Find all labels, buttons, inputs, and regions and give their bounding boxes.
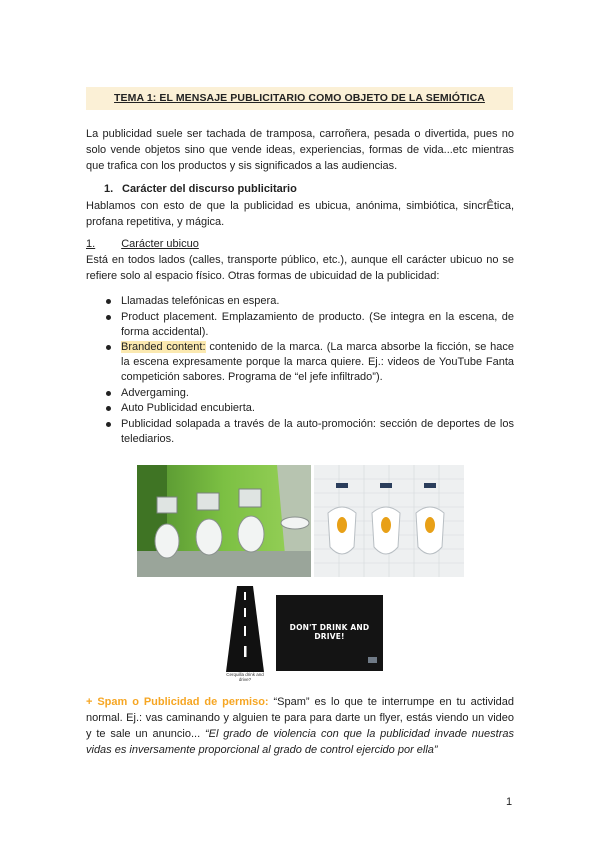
spam-quote: “El grado de violencia con que la publicidad invade nuestras vidas es inversamente proporcional al grado de control ejercido por ella” xyxy=(86,728,514,756)
document-title: TEMA 1: EL MENSAJE PUBLICITARIO COMO OBJETO DE LA SEMIÓTICA xyxy=(114,92,485,104)
road-caption: Cerquilla drink and drive? xyxy=(226,672,264,682)
bullet-list xyxy=(86,294,514,447)
spam-paragraph: + Spam o Publicidad de permiso: “Spam” es lo que te interrumpe en tu actividad normal. Ej.: vas caminando y alguien te para para darte un flyer, estás viendo un video y te sale un anuncio... “El grado de violencia con que la publicidad invade nuestras vidas es inversamente proporcional al grado de control ejercido por ella” xyxy=(86,696,514,756)
subsection-title xyxy=(86,238,201,250)
urinals-white-photo xyxy=(314,465,464,577)
section-number: 1. xyxy=(104,183,114,195)
dont-drink-poster xyxy=(276,595,383,671)
list-item: Publicidad solapada a través de la auto-promoción: sección de deportes de los telediarios. xyxy=(86,417,514,447)
list-item: Product placement. Emplazamiento de producto. (Se integra en la escena, de forma accidental). xyxy=(86,310,514,340)
spam-label: + Spam o Publicidad de permiso: xyxy=(86,696,269,708)
page-number: 1 xyxy=(506,796,513,808)
logo-mark xyxy=(368,657,377,663)
subsection-heading: Carácter ubicuo xyxy=(121,238,199,250)
highlighted-term: Branded content: xyxy=(121,341,206,353)
subsection-number: 1. xyxy=(86,238,96,250)
section-paragraph: Hablamos con esto de que la publicidad es ubicua, anónima, simbiótica, sincrÊtica, profana repetitiva, y mágica. xyxy=(86,200,514,228)
urinals-green-photo xyxy=(137,465,311,577)
poster-text: DON'T DRINK AND DRIVE! xyxy=(289,623,370,641)
list-item: Auto Publicidad encubierta. xyxy=(86,401,514,416)
subsection-paragraph: Está en todos lados (calles, transporte público, etc.), aunque ell carácter ubicuo no se refiere solo al espacio físico. Otras formas de ubicuidad de la publicidad: xyxy=(86,254,514,282)
list-item: Advergaming. xyxy=(86,386,514,401)
road-illustration xyxy=(220,586,270,682)
intro-paragraph: La publicidad suele ser tachada de tramposa, carroñera, pesada o divertida, pues no solo vende objetos sino que vende ideas, experiencias, formas de vida...etc mientras que trafica con los productos y sis significados a las audiencias. xyxy=(86,128,514,172)
list-item: Branded content: contenido de la marca. (La marca absorbe la ficción, se hace la escena expresamente porque la marca quiere. Ej.: videos de YouTube Fanta competición sabores. Programa de “el jefe infiltrado”). xyxy=(86,340,514,385)
list-item: Llamadas telefónicas en espera. xyxy=(86,294,514,309)
section-heading: Carácter del discurso publicitario xyxy=(122,183,297,195)
